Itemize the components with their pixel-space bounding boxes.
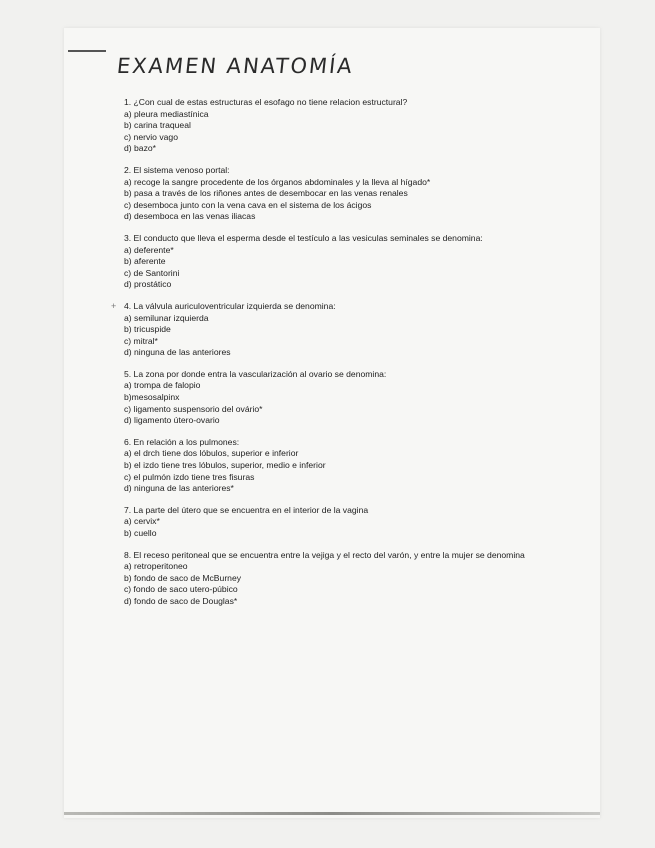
option-c: c) de Santorini bbox=[124, 267, 180, 278]
option-a: a) pleura mediastínica bbox=[124, 108, 209, 119]
option-b: b) tricuspide bbox=[124, 324, 171, 335]
question-6 bbox=[124, 437, 544, 495]
option-d: d) desemboca en las venas iliacas bbox=[124, 211, 256, 222]
question-stem: 5. La zona por donde entra la vascularización al ovario se denomina: bbox=[124, 368, 387, 379]
option-a: a) deferente* bbox=[124, 244, 174, 255]
question-stem: 7. La parte del útero que se encuentra en el interior de la vagina bbox=[124, 504, 369, 515]
option-c: c) desemboca junto con la vena cava en el sistema de los ácigos bbox=[124, 199, 372, 210]
option-c: c) ligamento suspensorio del ovário* bbox=[124, 403, 263, 414]
option-a: a) trompa de falopio bbox=[124, 380, 201, 391]
question-stem: 4. La válvula auriculoventricular izquierda se denomina: bbox=[124, 300, 336, 311]
question-5 bbox=[124, 369, 544, 427]
option-a: a) cervix* bbox=[124, 516, 160, 527]
option-b: b)mesosalpinx bbox=[124, 392, 180, 403]
option-c: c) mitral* bbox=[124, 335, 158, 346]
option-b: b) pasa a través de los riñones antes de desembocar en las venas renales bbox=[124, 188, 408, 199]
question-2 bbox=[124, 165, 544, 223]
option-b: b) fondo de saco de McBurney bbox=[124, 572, 242, 583]
question-3 bbox=[124, 233, 544, 291]
page-title: EXAMEN ANATOMÍA bbox=[115, 54, 355, 78]
question-stem: 1. ¿Con cual de estas estructuras el esofago no tiene relacion estructural? bbox=[124, 97, 408, 107]
option-c: c) fondo de saco utero-púbico bbox=[124, 584, 238, 595]
margin-mark: + bbox=[111, 300, 117, 311]
question-1 bbox=[124, 97, 544, 155]
option-d: d) prostático bbox=[124, 279, 172, 290]
option-b: b) el izdo tiene tres lóbulos, superior, medio e inferior bbox=[124, 460, 326, 471]
option-d: d) ninguna de las anteriores bbox=[124, 347, 231, 358]
option-a: a) el drch tiene dos lóbulos, superior e inferior bbox=[124, 448, 299, 459]
question-stem: 6. En relación a los pulmones: bbox=[124, 436, 240, 447]
option-c: c) el pulmón izdo tiene tres fisuras bbox=[124, 471, 255, 482]
option-d: d) ninguna de las anteriores* bbox=[124, 483, 234, 494]
question-8 bbox=[124, 550, 544, 608]
paper-edge-line bbox=[68, 50, 106, 52]
question-7 bbox=[124, 505, 544, 540]
option-d: d) ligamento útero-ovario bbox=[124, 415, 220, 426]
question-list bbox=[111, 97, 544, 618]
question-stem: 2. El sistema venoso portal: bbox=[124, 164, 230, 175]
question-4 bbox=[111, 300, 544, 359]
option-a: a) recoge la sangre procedente de los órganos abdominales y la lleva al hígado* bbox=[124, 176, 431, 187]
option-d: d) fondo de saco de Douglas* bbox=[124, 595, 238, 606]
question-stem: 3. El conducto que lleva el esperma desde el testículo a las vesiculas seminales se denomina: bbox=[124, 232, 483, 243]
option-b: b) cuello bbox=[124, 528, 157, 538]
option-c: c) nervio vago bbox=[124, 131, 178, 142]
question-stem: 8. El receso peritoneal que se encuentra entre la vejiga y el recto del varón, y entre la mujer se denomina bbox=[124, 549, 525, 560]
option-b: b) carina traqueal bbox=[124, 120, 191, 131]
option-a: a) retroperitoneo bbox=[124, 561, 188, 572]
option-d: d) bazo* bbox=[124, 143, 157, 154]
option-a: a) semilunar izquierda bbox=[124, 312, 209, 323]
paper-bottom-edge bbox=[64, 812, 600, 815]
option-b: b) aferente bbox=[124, 256, 166, 267]
